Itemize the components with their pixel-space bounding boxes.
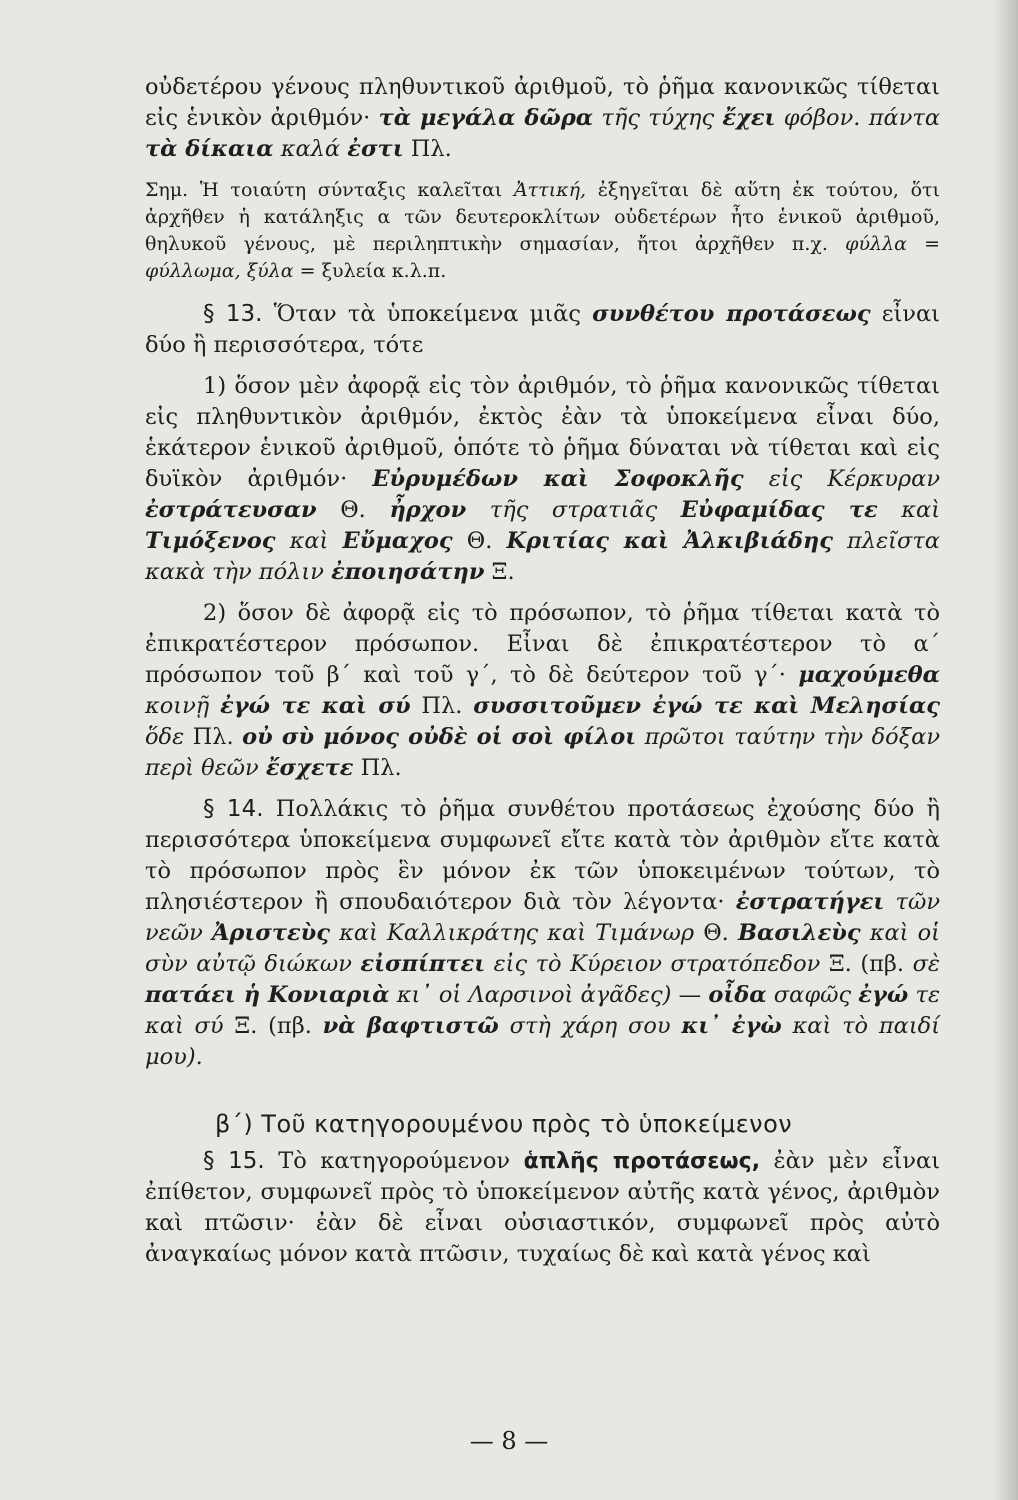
section-text: Πολλάκις τὸ ῥῆμα συνθέτου προτάσεως ἐχούσης δύο ἢ περισσότερα ὑποκείμενα συμφωνεῖ εἴτε κατὰ τὸν ἀριθμὸν εἴτε κατὰ τὸ πρόσωπον πρὸς ἓν μόνον ἐκ τῶν ὑποκειμένων τούτων, τὸ πλησιέστερον ἢ σπουδαιότερον διὰ τὸν λέγοντα· [145, 796, 940, 915]
example-text: κι᾿ οἱ Λαρσινοὶ ἀγᾶδες) — [396, 982, 702, 1008]
note-text: = ξυλεία κ.λ.π. [299, 260, 447, 282]
example-text: σὲ [912, 951, 940, 977]
example-phrase: Βασιλεὺς [737, 920, 861, 946]
source-abbrev: Θ. [466, 528, 493, 554]
intro-paragraph [145, 72, 940, 165]
example-text: εἰς Κέρκυραν [768, 466, 941, 492]
rule-text: 2) ὅσον δὲ ἀφορᾷ εἰς τὸ πρόσωπον, τὸ ῥῆμα τίθεται κατὰ τὸ ἐπικρατέστερον πρόσωπον. Εἶναι δὲ ἐπικρατέστερον τὸ α΄ πρόσωπον τοῦ β΄ καὶ τοῦ γ΄, τὸ δὲ δεύτερον τοῦ γ΄· [145, 600, 940, 688]
section-text: εἶναι δύο ἢ περισσότερα, τότε [145, 301, 940, 358]
note-text: ἐξηγεῖται δὲ αὕτη ἐκ τούτου, ὅτι ἀρχῆθεν ἡ κατάληξις α τῶν δευτεροκλίτων οὐδετέρων ἦτο ἑνικοῦ ἀριθμοῦ, θηλυκοῦ γένους, μὲ περιληπτικὴν σημασίαν, ἤτοι ἀρχῆθεν π.χ. [145, 179, 941, 255]
example-text: πάντα [868, 105, 941, 131]
source-abbrev: Ξ. (πβ. [234, 1013, 312, 1039]
example-text: ὅδε [145, 724, 185, 750]
note-label: Σημ. [145, 179, 189, 201]
source-abbrev: Θ. [703, 920, 729, 946]
example-phrase: Κριτίας καὶ Ἀλκιβιάδης [506, 528, 833, 554]
page-edge-shadow [992, 0, 1018, 1500]
section-text: ἐὰν μὲν εἶναι ἐπίθετον, συμφωνεῖ πρὸς τὸ ὑποκείμενον αὐτῆς κατὰ γένος, ἀριθμὸν καὶ πτῶσιν· ἐὰν δὲ εἶναι οὐσιαστικόν, συμφωνεῖ πρὸς αὐτὸ ἀναγκαίως μόνον κατὰ πτῶσιν, τυχαίως δὲ καὶ κατὰ γένος καὶ [145, 1148, 941, 1267]
example-verb: ἐστρατήγει [735, 889, 885, 915]
example-verb: οἶδα [708, 982, 767, 1008]
example-verb: ἔσχετε [265, 755, 354, 781]
example-phrase: πατάει ἡ Κονιαριὰ [145, 982, 390, 1008]
rule-text: 1) ὅσον μὲν ἀφορᾷ εἰς τὸν ἀριθμόν, τὸ ῥῆμα κανονικῶς τίθεται εἰς πληθυντικὸν ἀριθμόν, ἐκτὸς ἐὰν τὰ ὑποκείμενα εἶναι δύο, ἑκάτερον ἑνικοῦ ἀριθμοῦ, ὁπότε τὸ ῥῆμα δύναται νὰ τίθεται καὶ εἰς δυϊκὸν ἀριθμόν· [145, 373, 940, 492]
example-text: πλεῖστα κακὰ τὴν πόλιν [145, 528, 940, 585]
note-example: φύλλα = φύλλωμα, ξύλα [145, 233, 940, 282]
example-phrase: Εὐρυμέδων καὶ Σοφοκλῆς [372, 466, 744, 492]
example-text: καλά [280, 136, 341, 162]
example-text: κοινῇ [145, 693, 210, 719]
note-term: Ἀττική, [513, 179, 587, 201]
source-abbrev: Πλ. [410, 136, 452, 162]
section-number: § 15. [203, 1148, 265, 1174]
example-phrase: τὰ δίκαια [145, 136, 274, 162]
example-phrase: συσσιτοῦμεν ἐγώ τε καὶ Μελησίας [473, 693, 941, 719]
section-number: § 14. [203, 796, 264, 822]
example-verb: ἔχει [722, 105, 776, 131]
example-text: σαφῶς [773, 982, 852, 1008]
example-verb: μαχούμεθα [798, 662, 940, 688]
book-page [145, 72, 940, 1270]
example-phrase: νὰ βαφτιστῶ [322, 1013, 499, 1039]
section-number: § 13. [203, 301, 263, 327]
subheading: β΄) Τοῦ κατηγορουμένου πρὸς τὸ ὑποκείμενον [215, 1110, 793, 1138]
section-15 [145, 1146, 940, 1270]
example-text: τῆς τύχης [601, 105, 715, 131]
note-paragraph [145, 177, 940, 285]
example-phrase: Ἀριστεὺς [211, 920, 330, 946]
section-text: Τὸ κατηγορούμενον [278, 1148, 511, 1174]
example-text: καὶ [901, 497, 941, 523]
section-13-rule-2 [145, 598, 940, 784]
example-verb: ἦρχον [389, 497, 467, 523]
example-verb: ἐποιησάτην [331, 559, 485, 585]
example-text: καὶ τὸ παιδί μου). [145, 1013, 941, 1070]
section-14 [145, 794, 940, 1073]
source-abbrev: Ξ. (πβ. [828, 951, 905, 977]
source-abbrev: Πλ. [360, 755, 402, 781]
section-term: ἁπλῆς προτάσεως, [523, 1149, 761, 1174]
source-abbrev: Πλ. [421, 693, 463, 719]
source-abbrev: Θ. [340, 497, 366, 523]
example-phrase: Εὐφαμίδας τε [680, 497, 878, 523]
source-abbrev: Ξ. [491, 559, 515, 585]
section-text: Ὅταν τὰ ὑποκείμενα μιᾶς [273, 301, 581, 327]
example-phrase: κι᾿ ἐγὼ [681, 1013, 782, 1039]
example-verb: εἰσπίπτει [360, 951, 486, 977]
example-phrase: ἐγώ τε καὶ σύ [220, 693, 411, 719]
example-phrase: ἐγώ [858, 982, 909, 1008]
example-verb: ἐστι [347, 136, 404, 162]
example-text: φόβον. [783, 105, 861, 131]
example-phrase: τὰ μεγάλα δῶρα [378, 105, 594, 131]
example-text: καὶ Καλλικράτης καὶ Τιμάνωρ [339, 920, 695, 946]
example-text: τῶν νεῶν [145, 889, 941, 946]
example-text: στὴ χάρη σου [509, 1013, 671, 1039]
page-number: — 8 — [469, 1427, 549, 1455]
example-verb: ἐστράτευσαν [145, 497, 317, 523]
intro-text: οὐδετέρου γένους πληθυντικοῦ ἀριθμοῦ, τὸ ῥῆμα κανονικῶς τίθεται εἰς ἑνικὸν ἀριθμόν· [145, 74, 940, 131]
example-phrase: Τιμόξενος [145, 528, 276, 554]
section-term: συνθέτου προτάσεως [592, 301, 871, 327]
example-text: πρῶτοι ταύτην τὴν δόξαν περὶ θεῶν [145, 724, 940, 781]
source-abbrev: Πλ. [192, 724, 234, 750]
example-text: εἰς τὸ Κύρειον στρατόπεδον [493, 951, 821, 977]
example-text: καὶ οἱ σὺν αὐτῷ διώκων [145, 920, 941, 977]
example-phrase: Εὔμαχος [342, 528, 453, 554]
note-text: Ἡ τοιαύτη σύνταξις καλεῖται [199, 179, 503, 201]
section-13-intro [145, 299, 940, 361]
example-text: τῆς στρατιᾶς [489, 497, 658, 523]
example-phrase: οὐ σὺ μόνος οὐδὲ οἱ σοὶ φίλοι [242, 724, 637, 750]
example-text: τε καὶ σύ [145, 982, 941, 1039]
section-13-rule-1 [145, 371, 940, 588]
example-text: καὶ [289, 528, 329, 554]
